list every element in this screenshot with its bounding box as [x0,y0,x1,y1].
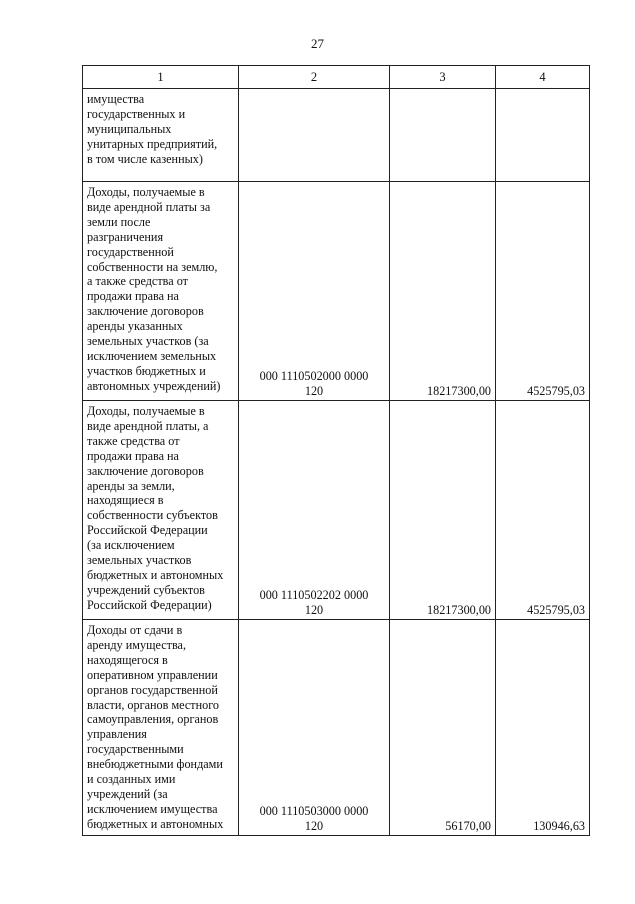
column-header-3: 3 [390,66,496,89]
column-header-1: 1 [83,66,239,89]
page-number: 27 [311,36,324,51]
table-header-row [83,66,590,89]
row-code: 000 1110503000 0000 120 [239,620,390,836]
row-description: Доходы, получаемые в виде арендной платы за земли после разграничения государственной собственности на землю, а также средства от продажи права на заключение договоров аренды указанных земельных участков (за исключением земельных участков бюджетных и автономных учреждений) [83,182,239,401]
row-value-col4: 4525795,03 [496,401,590,620]
row-value-col3 [390,89,496,182]
column-header-4: 4 [496,66,590,89]
row-value-col4: 130946,63 [496,620,590,836]
row-code: 000 1110502000 0000 120 [239,182,390,401]
table-row [83,620,590,836]
row-value-col4 [496,89,590,182]
budget-revenue-table [82,65,590,836]
row-description: имущества государственных и муниципальных унитарных предприятий, в том числе казенных) [83,89,239,182]
row-value-col4: 4525795,03 [496,182,590,401]
table-row [83,182,590,401]
table-row [83,89,590,182]
row-description: Доходы от сдачи в аренду имущества, находящегося в оперативном управлении органов государственной власти, органов местного самоуправления, органов управления государственными внебюджетными фондами и созданных ими учреждений (за исключением имущества бюджетных и автономных [83,620,239,836]
row-value-col3: 18217300,00 [390,401,496,620]
row-code [239,89,390,182]
row-description: Доходы, получаемые в виде арендной платы, а также средства от продажи права на заключение договоров аренды за земли, находящиеся в собственности субъектов Российской Федерации (за исключением земельных участков бюджетных и автономных учреждений субъектов Российской Федерации) [83,401,239,620]
column-header-2: 2 [239,66,390,89]
table-row [83,401,590,620]
row-code: 000 1110502202 0000 120 [239,401,390,620]
row-value-col3: 56170,00 [390,620,496,836]
row-value-col3: 18217300,00 [390,182,496,401]
